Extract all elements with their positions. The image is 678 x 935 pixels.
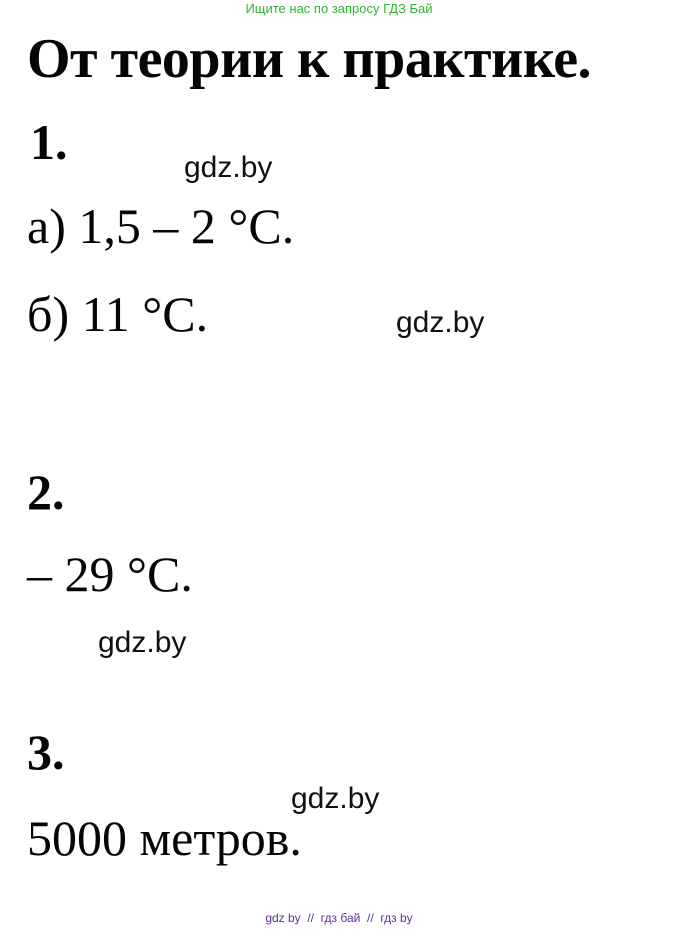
task-3-answer: 5000 метров. [27,810,302,866]
footer-watermark: gdz by // гдз бай // гдз by [265,911,413,925]
task-2-answer: – 29 °С. [27,546,193,602]
gdz-watermark: gdz.by [396,306,485,339]
page-title: От теории к практике. [27,28,592,90]
gdz-watermark: gdz.by [291,782,380,815]
task-2-number: 2. [27,464,65,520]
task-3-number: 3. [27,724,65,780]
task-1-number: 1. [30,114,68,170]
gdz-watermark: gdz.by [98,626,187,659]
gdz-watermark: gdz.by [184,151,273,184]
task-1-answer-b: б) 11 °С. [27,286,209,342]
task-1-answer-a: а) 1,5 – 2 °С. [27,198,295,254]
promo-banner: Ищите нас по запросу ГДЗ Бай [245,1,433,16]
